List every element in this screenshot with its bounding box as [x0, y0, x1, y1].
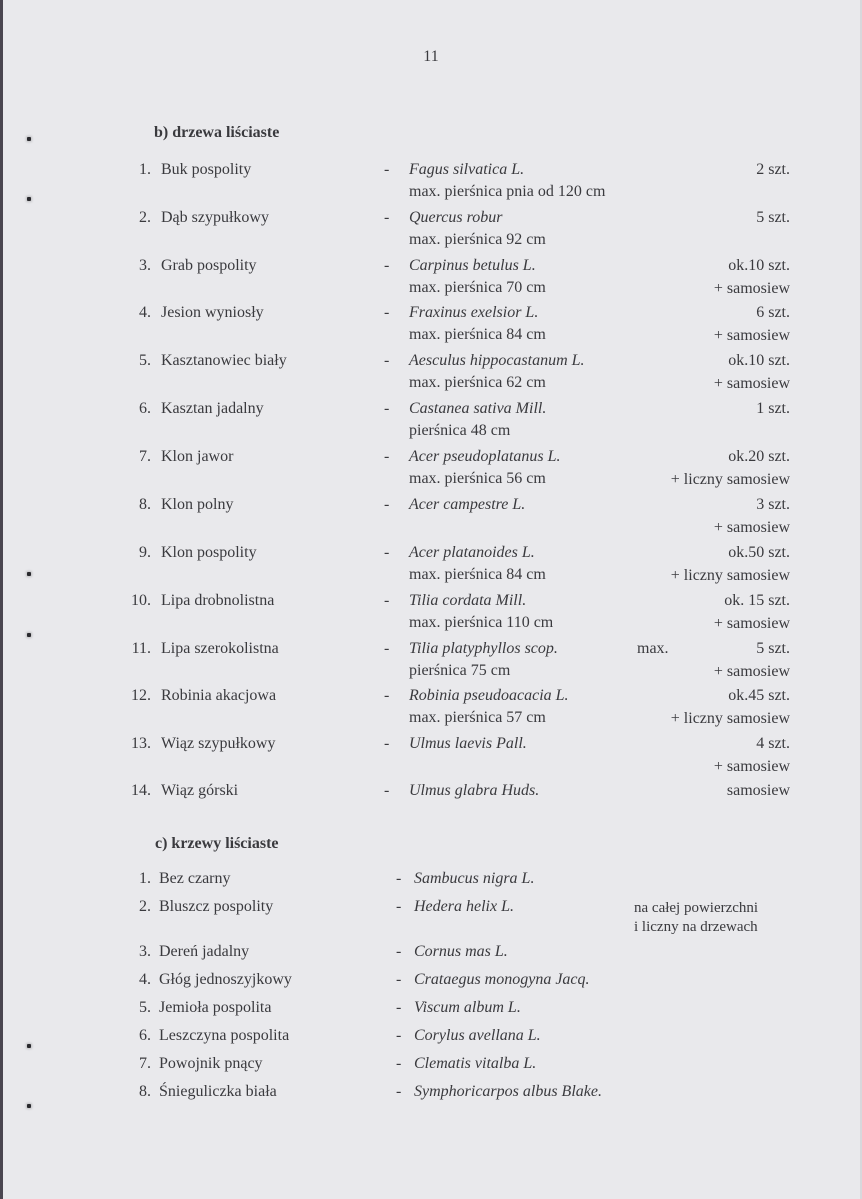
dash-separator: - — [396, 1055, 402, 1072]
item-number: 4. — [139, 304, 151, 321]
dash-separator: - — [384, 687, 390, 704]
trunk-circumference-note: max. pierśnica 110 cm — [409, 614, 554, 631]
latin-name: Acer pseudoplatanus L. — [409, 448, 561, 465]
common-name: Leszczyna pospolita — [159, 1027, 290, 1044]
latin-name: Ulmus glabra Huds. — [409, 782, 540, 799]
dash-separator: - — [396, 943, 402, 960]
common-name: Dąb szypułkowy — [161, 209, 269, 226]
item-number: 5. — [139, 999, 151, 1016]
count: 3 szt. — [756, 496, 790, 513]
dash-separator: - — [396, 898, 402, 915]
trunk-circumference-note: max. pierśnica 92 cm — [409, 231, 546, 248]
count: 5 szt. — [756, 209, 790, 226]
item-number: 5. — [139, 352, 151, 369]
common-name: Lipa szerokolistna — [161, 640, 279, 657]
common-name: Bez czarny — [159, 870, 231, 887]
item-number: 6. — [139, 400, 151, 417]
trunk-circumference-note: max. pierśnica 84 cm — [409, 566, 546, 583]
count: samosiew — [726, 782, 790, 799]
scan-left-edge — [0, 0, 3, 1199]
self-seeding-note: + samosiew — [713, 758, 790, 775]
item-number: 3. — [139, 257, 151, 274]
latin-name: Cornus mas L. — [414, 943, 508, 960]
item-number: 1. — [139, 161, 151, 178]
latin-name: Acer platanoides L. — [409, 544, 535, 561]
latin-name: Fraxinus exelsior L. — [409, 304, 539, 321]
punch-mark — [27, 633, 31, 637]
common-name: Klon jawor — [161, 448, 234, 465]
latin-name: Crataegus monogyna Jacq. — [414, 971, 590, 988]
item-number: 6. — [139, 1027, 151, 1044]
trunk-circumference-note: max. pierśnica 70 cm — [409, 279, 546, 296]
latin-name: Sambucus nigra L. — [414, 870, 535, 887]
punch-mark — [27, 1044, 31, 1048]
latin-name: Castanea sativa Mill. — [409, 400, 547, 417]
page-number: 11 — [423, 48, 439, 65]
common-name: Lipa drobnolistna — [161, 592, 275, 609]
common-name: Śnieguliczka biała — [159, 1083, 277, 1100]
count: 6 szt. — [756, 304, 790, 321]
common-name: Jemioła pospolita — [159, 999, 272, 1016]
self-seeding-note: + samosiew — [713, 375, 790, 392]
latin-name: Hedera helix L. — [414, 898, 514, 915]
self-seeding-note: + samosiew — [713, 663, 790, 680]
common-name: Wiąz górski — [161, 782, 239, 799]
punch-mark — [27, 1104, 31, 1108]
latin-name: Tilia cordata Mill. — [409, 592, 527, 609]
dash-separator: - — [384, 257, 390, 274]
dash-separator: - — [384, 640, 390, 657]
item-number: 9. — [139, 544, 151, 561]
dash-separator: - — [384, 209, 390, 226]
dash-separator: - — [384, 352, 390, 369]
item-number: 11. — [131, 640, 151, 657]
dash-separator: - — [384, 400, 390, 417]
max-tag: max. — [637, 640, 669, 657]
item-number: 7. — [139, 1055, 151, 1072]
punch-mark — [27, 137, 31, 141]
item-number: 2. — [139, 209, 151, 226]
item-number: 13. — [131, 735, 151, 752]
dash-separator: - — [384, 735, 390, 752]
dash-separator: - — [396, 870, 402, 887]
section-heading-deciduous-shrubs: c) krzewy liściaste — [155, 835, 279, 852]
item-number: 8. — [139, 496, 151, 513]
trunk-circumference-note: max. pierśnica 56 cm — [409, 470, 546, 487]
dash-separator: - — [396, 1083, 402, 1100]
count: ok.50 szt. — [728, 544, 790, 561]
item-number: 2. — [139, 898, 151, 915]
item-number: 7. — [139, 448, 151, 465]
common-name: Robinia akacjowa — [161, 687, 277, 704]
latin-name: Aesculus hippocastanum L. — [409, 352, 585, 369]
latin-name: Quercus robur — [409, 209, 503, 226]
self-seeding-note: + samosiew — [713, 280, 790, 297]
latin-name: Viscum album L. — [414, 999, 521, 1016]
common-name: Kasztan jadalny — [161, 400, 264, 417]
common-name: Powojnik pnący — [159, 1055, 263, 1072]
occurrence-note: na całej powierzchni — [634, 900, 759, 916]
item-number: 14. — [131, 782, 151, 799]
common-name: Dereń jadalny — [159, 943, 250, 960]
latin-name: Tilia platyphyllos scop. — [409, 640, 558, 657]
common-name: Kasztanowiec biały — [161, 352, 287, 369]
common-name: Bluszcz pospolity — [159, 898, 274, 915]
common-name: Głóg jednoszyjkowy — [159, 971, 292, 988]
latin-name: Symphoricarpos albus Blake. — [414, 1083, 602, 1100]
item-number: 12. — [131, 687, 151, 704]
dash-separator: - — [384, 782, 390, 799]
self-seeding-note: + samosiew — [713, 327, 790, 344]
common-name: Grab pospolity — [161, 257, 257, 274]
latin-name: Corylus avellana L. — [414, 1027, 541, 1044]
self-seeding-note: + liczny samosiew — [670, 471, 790, 488]
common-name: Klon polny — [161, 496, 234, 513]
count: 1 szt. — [756, 400, 790, 417]
self-seeding-note: + liczny samosiew — [670, 567, 790, 584]
count: 2 szt. — [756, 161, 790, 178]
trunk-circumference-note: max. pierśnica 57 cm — [409, 709, 546, 726]
common-name: Wiąz szypułkowy — [161, 735, 276, 752]
punch-mark — [27, 197, 31, 201]
dash-separator: - — [384, 448, 390, 465]
item-number: 4. — [139, 971, 151, 988]
trunk-circumference-note: max. pierśnica 84 cm — [409, 326, 546, 343]
count: ok.10 szt. — [728, 257, 790, 274]
trunk-circumference-note: pierśnica 75 cm — [409, 662, 511, 679]
common-name: Klon pospolity — [161, 544, 257, 561]
latin-name: Clematis vitalba L. — [414, 1055, 537, 1072]
latin-name: Robinia pseudoacacia L. — [409, 687, 569, 704]
self-seeding-note: + liczny samosiew — [670, 710, 790, 727]
count: ok.20 szt. — [728, 448, 790, 465]
count: ok.10 szt. — [728, 352, 790, 369]
latin-name: Ulmus laevis Pall. — [409, 735, 527, 752]
dash-separator: - — [384, 592, 390, 609]
self-seeding-note: + samosiew — [713, 615, 790, 632]
occurrence-note-line2: i liczny na drzewach — [634, 919, 758, 935]
dash-separator: - — [384, 304, 390, 321]
punch-mark — [27, 572, 31, 576]
item-number: 3. — [139, 943, 151, 960]
trunk-circumference-note: max. pierśnica pnia od 120 cm — [409, 183, 606, 200]
item-number: 10. — [131, 592, 151, 609]
common-name: Jesion wyniosły — [161, 304, 264, 321]
latin-name: Fagus silvatica L. — [409, 161, 525, 178]
dash-separator: - — [384, 496, 390, 513]
dash-separator: - — [384, 544, 390, 561]
trunk-circumference-note: max. pierśnica 62 cm — [409, 374, 546, 391]
dash-separator: - — [384, 161, 390, 178]
self-seeding-note: + samosiew — [713, 519, 790, 536]
latin-name: Carpinus betulus L. — [409, 257, 536, 274]
count: 5 szt. — [756, 640, 790, 657]
dash-separator: - — [396, 1027, 402, 1044]
count: ok. 15 szt. — [724, 592, 790, 609]
count: ok.45 szt. — [728, 687, 790, 704]
item-number: 1. — [139, 870, 151, 887]
section-heading-deciduous-trees: b) drzewa liściaste — [154, 124, 280, 141]
latin-name: Acer campestre L. — [409, 496, 526, 513]
item-number: 8. — [139, 1083, 151, 1100]
common-name: Buk pospolity — [161, 161, 252, 178]
dash-separator: - — [396, 999, 402, 1016]
count: 4 szt. — [756, 735, 790, 752]
trunk-circumference-note: pierśnica 48 cm — [409, 422, 511, 439]
dash-separator: - — [396, 971, 402, 988]
